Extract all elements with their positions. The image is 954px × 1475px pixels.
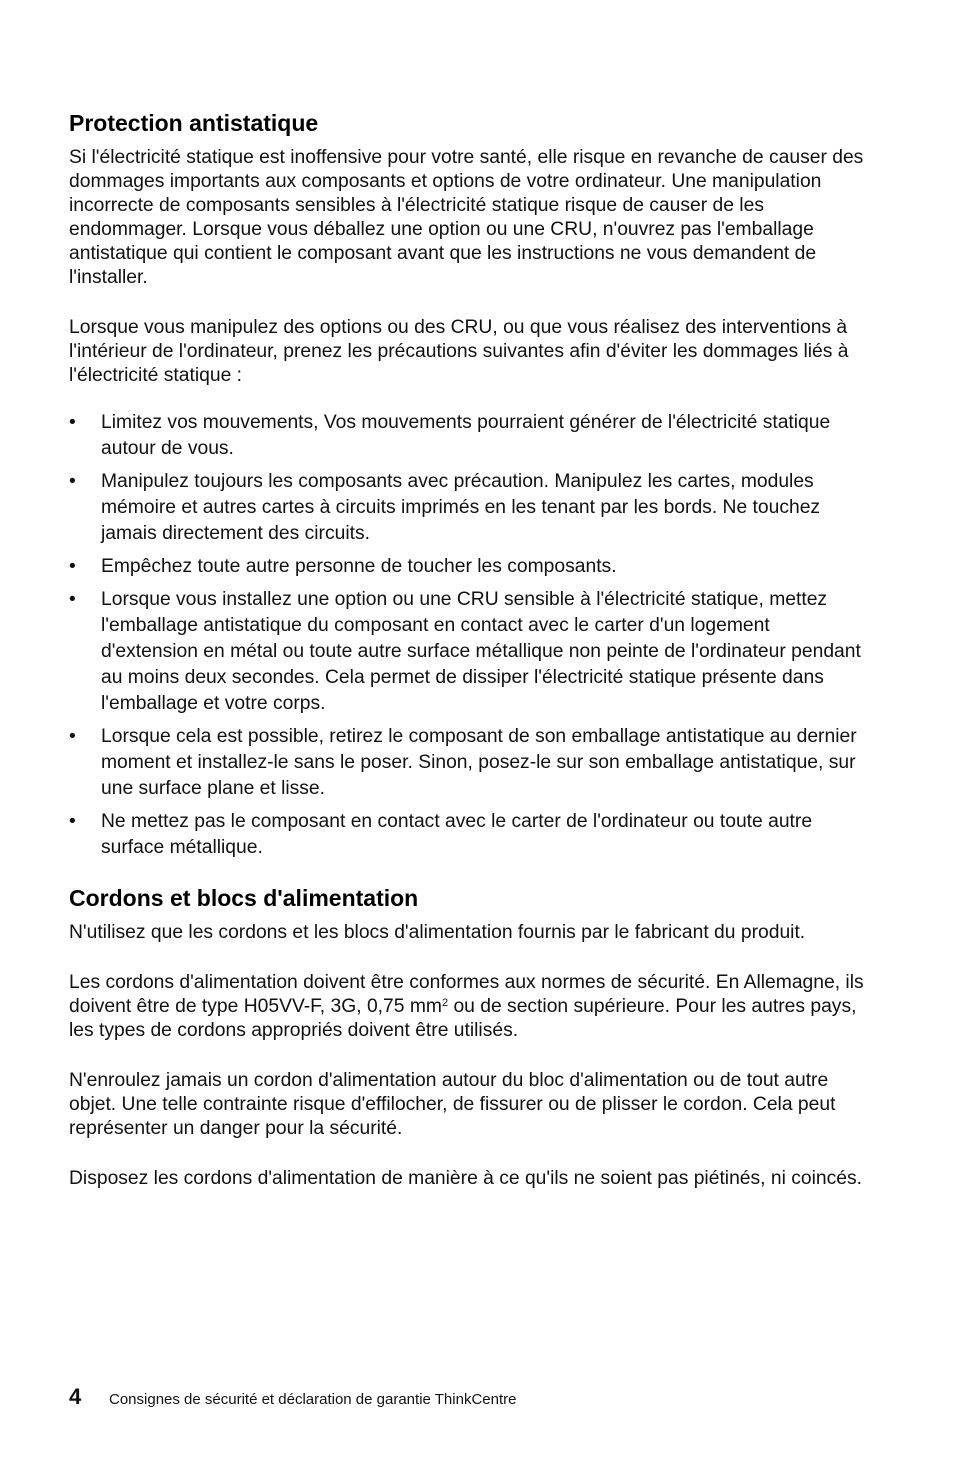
- list-item-text: Lorsque vous installez une option ou une CRU sensible à l'électricité statique, mettez l'emballage antistatique du composant en contact avec le carter d'un logement d'extension en métal ou toute autre surface métallique non peinte de l'ordinateur pendant au moins deux secondes. Cela permet de dissiper l'électricité statique présente dans l'emballage et votre corps.: [101, 589, 861, 714]
- section-power-cords: [69, 883, 869, 1191]
- page-number: 4: [69, 1384, 82, 1409]
- footer-title: Consignes de sécurité et déclaration de garantie ThinkCentre: [109, 1391, 517, 1408]
- bullet-icon: •: [69, 589, 76, 610]
- paragraph: Si l'électricité statique est inoffensive pour votre santé, elle risque en revanche de causer des dommages importants aux composants et options de votre ordinateur. Une manipulation incorrecte de composants sensibles à l'électricité statique risque de causer de les endommager. Lorsque vous déballez une option ou une CRU, n'ouvrez pas l'emballage antistatique qui contient le composant avant que les instructions ne vous demandent de l'installer.: [69, 147, 864, 288]
- list-item: [69, 587, 869, 717]
- list-item-text: Empêchez toute autre personne de toucher les composants.: [101, 556, 617, 577]
- bullet-icon: •: [69, 471, 76, 492]
- list-item: [69, 410, 869, 462]
- list-item: [69, 724, 869, 802]
- paragraph: N'utilisez que les cordons et les blocs d'alimentation fournis par le fabricant du produit.: [69, 922, 806, 943]
- bullet-icon: •: [69, 811, 76, 832]
- paragraph: [69, 971, 869, 1043]
- bullet-icon: •: [69, 726, 76, 747]
- bullet-icon: •: [69, 556, 76, 577]
- bullet-icon: •: [69, 412, 76, 433]
- list-item-text: Ne mettez pas le composant en contact avec le carter de l'ordinateur ou toute autre surface métallique.: [101, 811, 813, 858]
- paragraph-text: ou de section supérieure. Pour les autres pays, les types de cordons appropriés doivent être utilisés.: [69, 996, 857, 1041]
- document-page: [69, 108, 869, 1191]
- paragraph: Disposez les cordons d'alimentation de manière à ce qu'ils ne soient pas piétinés, ni coincés.: [69, 1168, 862, 1189]
- section-title-antistatic: Protection antistatique: [69, 110, 319, 136]
- list-item: [69, 554, 869, 580]
- superscript: 2: [441, 997, 449, 1009]
- paragraph: N'enroulez jamais un cordon d'alimentation autour du bloc d'alimentation ou de tout autre objet. Une telle contrainte risque d'effilocher, de fissurer ou de plisser le cordon. Cela peut représenter un danger pour la sécurité.: [69, 1070, 836, 1139]
- paragraph-text: Les cordons d'alimentation doivent être conformes aux normes de sécurité. En Allemagne, ils doivent être de type H05VV-F, 3G, 0,75 mm: [69, 972, 864, 1017]
- page-footer: [69, 1384, 869, 1410]
- list-item: [69, 469, 869, 547]
- paragraph: Lorsque vous manipulez des options ou des CRU, ou que vous réalisez des interventions à l'intérieur de l'ordinateur, prenez les précautions suivantes afin d'éviter les dommages liés à l'électricité statique :: [69, 317, 849, 386]
- list-item-text: Lorsque cela est possible, retirez le composant de son emballage antistatique au dernier moment et installez-le sans le poser. Sinon, posez-le sur son emballage antistatique, sur une surface plane et lisse.: [101, 726, 857, 799]
- list-item-text: Manipulez toujours les composants avec précaution. Manipulez les cartes, modules mémoire et autres cartes à circuits imprimés en les tenant par les bords. Ne touchez jamais directement des circuits.: [101, 471, 821, 544]
- section-title-power-cords: Cordons et blocs d'alimentation: [69, 885, 419, 911]
- precautions-list: [69, 410, 869, 861]
- list-item-text: Limitez vos mouvements, Vos mouvements pourraient générer de l'électricité statique autour de vous.: [101, 412, 831, 459]
- list-item: [69, 809, 869, 861]
